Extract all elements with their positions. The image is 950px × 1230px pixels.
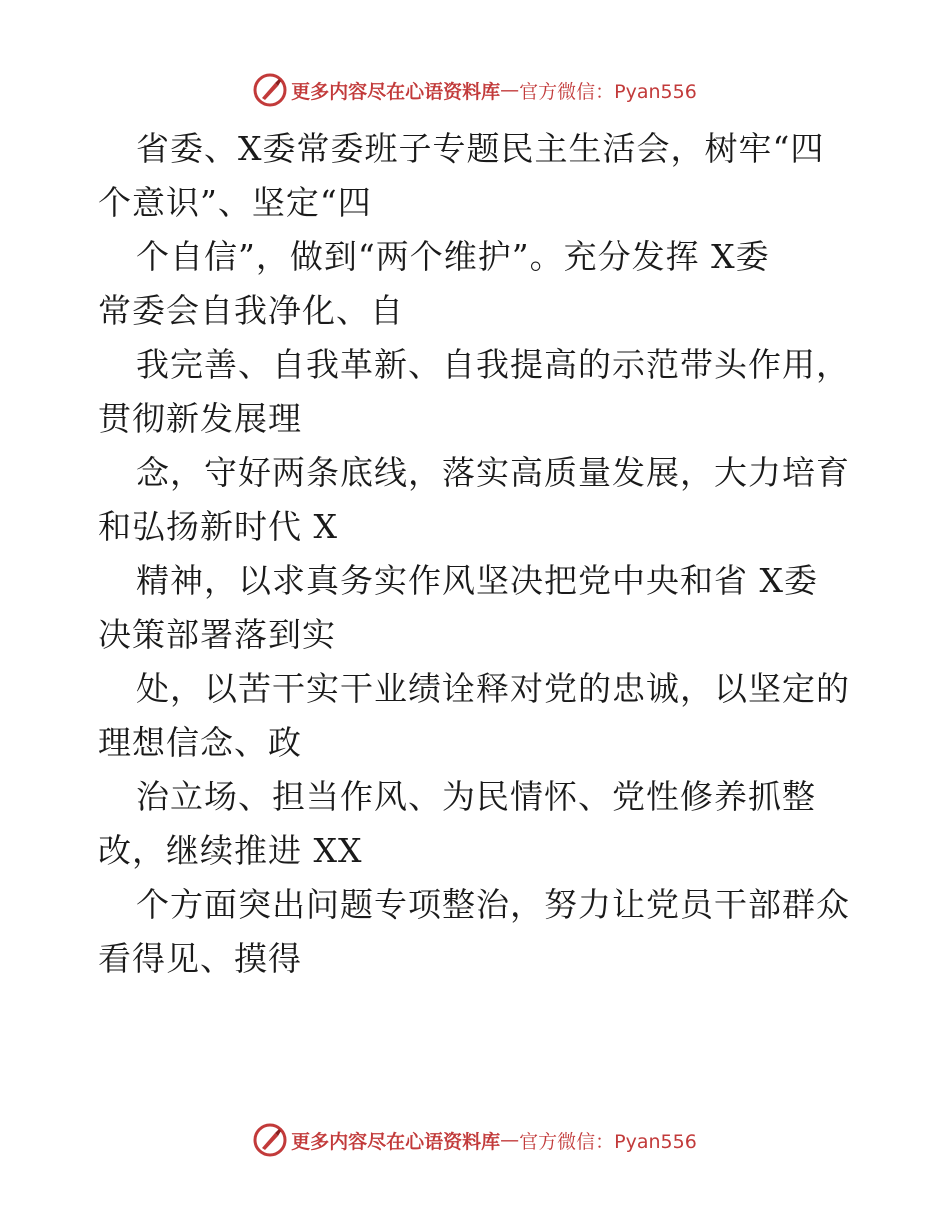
- watermark-contact: 官方微信：Pyan556: [519, 1130, 697, 1153]
- body-line: 个自信”，做到“两个维护”。充分发挥 X委: [136, 237, 770, 276]
- body-line: 处，以苦干实干业绩诠释对党的忠诚，以坚定的: [136, 669, 850, 708]
- body-line: 改，继续推进 XX: [98, 831, 363, 870]
- watermark-contact: 官方微信：Pyan556: [519, 80, 697, 103]
- body-line: 贯彻新发展理: [98, 399, 302, 438]
- body-line: 个方面突出问题专项整治，努力让党员干部群众: [136, 885, 850, 924]
- body-line: 精神，以求真务实作风坚决把党中央和省 X委: [136, 561, 818, 600]
- watermark-text: 更多内容尽在心语资料库: [291, 1130, 501, 1153]
- body-line: 和弘扬新时代 X: [98, 507, 338, 546]
- brand-logo-icon: [253, 73, 287, 107]
- body-line: 理想信念、政: [98, 723, 302, 762]
- body-line: 念，守好两条底线，落实高质量发展，大力培育: [136, 453, 850, 492]
- body-line: 个意识”、坚定“四: [98, 183, 372, 222]
- body-line: 治立场、担当作风、为民情怀、党性修养抓整: [136, 777, 816, 816]
- body-line: 决策部署落到实: [98, 615, 336, 654]
- watermark-text: 更多内容尽在心语资料库: [291, 80, 501, 103]
- body-line: 我完善、自我革新、自我提高的示范带头作用，: [136, 345, 850, 384]
- watermark-separator: —: [500, 1129, 520, 1151]
- header-watermark: [0, 70, 950, 110]
- watermark-separator: —: [500, 79, 520, 101]
- body-line: 常委会自我净化、自: [98, 291, 404, 330]
- footer-watermark: [0, 1120, 950, 1160]
- brand-logo-icon: [253, 1123, 287, 1157]
- body-line: 看得见、摸得: [98, 939, 302, 978]
- document-body: [98, 122, 868, 986]
- body-line: 省委、X委常委班子专题民主生活会，树牢“四: [136, 129, 825, 168]
